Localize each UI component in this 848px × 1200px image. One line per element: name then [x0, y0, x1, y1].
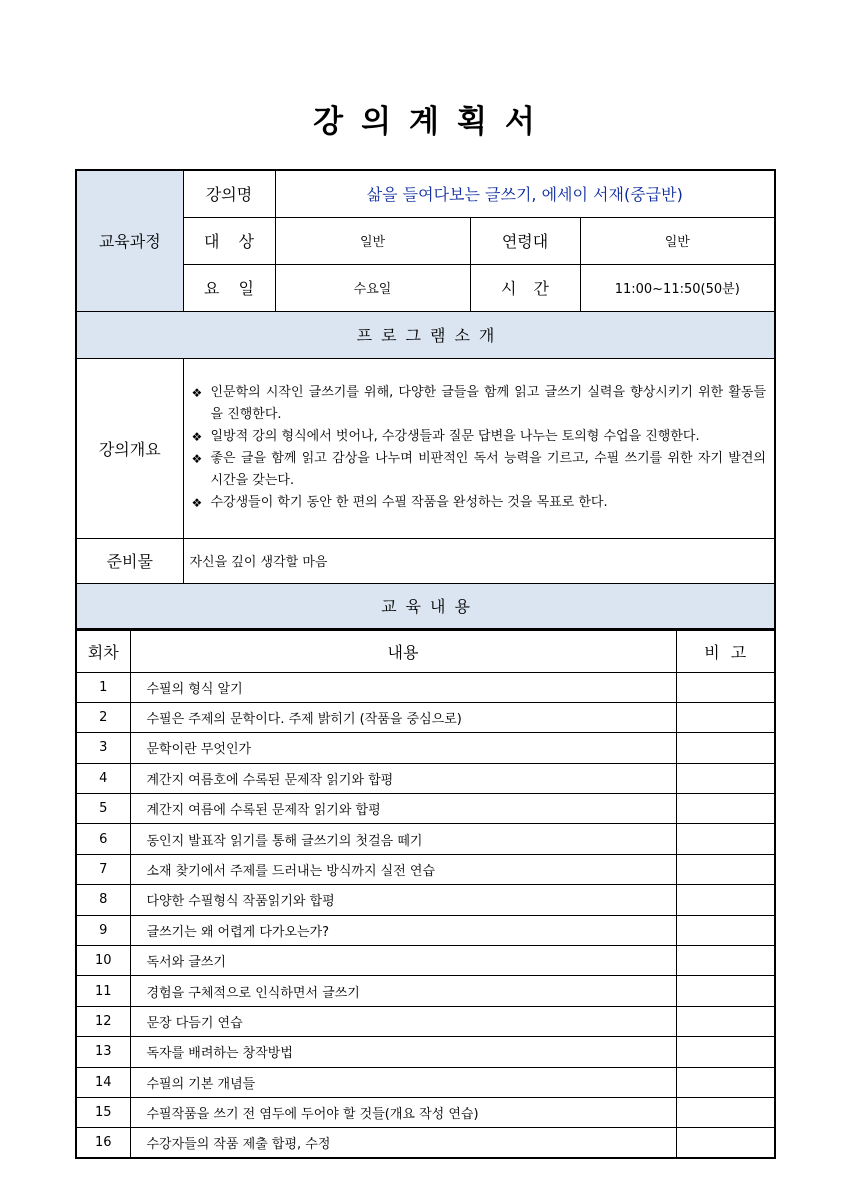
session-note	[676, 824, 775, 854]
materials-label: 준비물	[76, 538, 183, 583]
education-course-label: 교육과정	[76, 170, 183, 311]
session-number: 13	[76, 1037, 130, 1067]
session-note	[676, 763, 775, 793]
session-number: 15	[76, 1097, 130, 1127]
session-number: 16	[76, 1128, 130, 1158]
session-note	[676, 702, 775, 732]
session-note	[676, 885, 775, 915]
session-header: 회차	[76, 630, 130, 672]
diamond-bullet-icon: ❖	[191, 386, 203, 400]
schedule-body	[76, 672, 775, 1158]
course-info-table	[75, 169, 776, 630]
session-number: 9	[76, 915, 130, 945]
table-row	[76, 946, 775, 976]
overview-list	[184, 376, 775, 520]
overview-item-text: 인문학의 시작인 글쓰기를 위해, 다양한 글들을 함께 읽고 글쓰기 실력을 향상시키기 위한 활동들을 진행한다.	[210, 385, 766, 422]
table-row	[76, 885, 775, 915]
table-row	[76, 702, 775, 732]
overview-item-text: 일방적 강의 형식에서 벗어나, 수강생들과 질문 답변을 나누는 토의형 수업을 진행한다.	[210, 429, 700, 444]
table-row	[76, 854, 775, 884]
table-row	[76, 1067, 775, 1097]
session-number: 11	[76, 976, 130, 1006]
table-row	[76, 1037, 775, 1067]
session-number: 1	[76, 672, 130, 702]
table-row	[76, 794, 775, 824]
overview-item	[192, 448, 767, 492]
age-label: 연령대	[470, 217, 580, 264]
time-value: 11:00~11:50(50분)	[580, 264, 775, 311]
session-number: 6	[76, 824, 130, 854]
diamond-bullet-icon: ❖	[191, 430, 203, 444]
course-name-value: 삶을 들여다보는 글쓰기, 에세이 서재(중급반)	[275, 170, 775, 217]
session-content: 문학이란 무엇인가	[130, 733, 676, 763]
session-number: 2	[76, 702, 130, 732]
education-content-heading: 교육내용	[76, 583, 775, 629]
session-note	[676, 946, 775, 976]
table-row	[76, 733, 775, 763]
session-note	[676, 854, 775, 884]
program-intro-heading: 프로그램소개	[76, 311, 775, 358]
day-value: 수요일	[275, 264, 470, 311]
session-content: 수필의 기본 개념들	[130, 1067, 676, 1097]
table-row	[76, 672, 775, 702]
overview-label: 강의개요	[76, 358, 183, 538]
session-number: 14	[76, 1067, 130, 1097]
session-content: 계간지 여름호에 수록된 문제작 읽기와 합평	[130, 763, 676, 793]
table-row	[76, 915, 775, 945]
session-content: 독자를 배려하는 창작방법	[130, 1037, 676, 1067]
table-row	[76, 1128, 775, 1158]
overview-item	[192, 382, 767, 426]
session-content: 글쓰기는 왜 어렵게 다가오는가?	[130, 915, 676, 945]
session-note	[676, 1037, 775, 1067]
time-label: 시 간	[470, 264, 580, 311]
table-row	[76, 763, 775, 793]
course-name-label: 강의명	[183, 170, 275, 217]
day-label: 요 일	[183, 264, 275, 311]
session-content: 수필의 형식 알기	[130, 672, 676, 702]
session-content: 동인지 발표작 읽기를 통해 글쓰기의 첫걸음 떼기	[130, 824, 676, 854]
table-row	[76, 976, 775, 1006]
age-value: 일반	[580, 217, 775, 264]
session-content: 문장 다듬기 연습	[130, 1006, 676, 1036]
session-content: 수필은 주제의 문학이다. 주제 밝히기 (작품을 중심으로)	[130, 702, 676, 732]
content-header: 내용	[130, 630, 676, 672]
session-number: 12	[76, 1006, 130, 1036]
session-content: 계간지 여름에 수록된 문제작 읽기와 합평	[130, 794, 676, 824]
target-label: 대 상	[183, 217, 275, 264]
session-note	[676, 915, 775, 945]
session-number: 4	[76, 763, 130, 793]
schedule-table	[75, 629, 776, 1159]
overview-item-text: 수강생들이 학기 동안 한 편의 수필 작품을 완성하는 것을 목표로 한다.	[210, 495, 608, 510]
session-content: 수강자들의 작품 제출 합평, 수정	[130, 1128, 676, 1158]
session-note	[676, 1006, 775, 1036]
session-note	[676, 976, 775, 1006]
table-row	[76, 1097, 775, 1127]
session-number: 5	[76, 794, 130, 824]
table-row	[76, 824, 775, 854]
session-note	[676, 794, 775, 824]
session-content: 경험을 구체적으로 인식하면서 글쓰기	[130, 976, 676, 1006]
session-number: 3	[76, 733, 130, 763]
overview-item	[192, 492, 767, 514]
diamond-bullet-icon: ❖	[191, 452, 203, 466]
session-note	[676, 1067, 775, 1097]
session-note	[676, 672, 775, 702]
overview-item-text: 좋은 글을 함께 읽고 감상을 나누며 비판적인 독서 능력을 기르고, 수필 쓰기를 위한 자기 발견의 시간을 갖는다.	[210, 451, 766, 488]
session-note	[676, 1097, 775, 1127]
diamond-bullet-icon: ❖	[191, 496, 203, 510]
session-note	[676, 1128, 775, 1158]
session-content: 소재 찾기에서 주제를 드러내는 방식까지 실전 연습	[130, 854, 676, 884]
page-title: 강의계획서	[313, 104, 553, 140]
session-content: 수필작품을 쓰기 전 염두에 두어야 할 것들(개요 작성 연습)	[130, 1097, 676, 1127]
session-content: 다양한 수필형식 작품읽기와 합평	[130, 885, 676, 915]
materials-value: 자신을 깊이 생각할 마음	[183, 538, 775, 583]
session-number: 7	[76, 854, 130, 884]
table-row	[76, 1006, 775, 1036]
note-header: 비 고	[676, 630, 775, 672]
session-number: 8	[76, 885, 130, 915]
session-number: 10	[76, 946, 130, 976]
overview-item	[192, 426, 767, 448]
session-note	[676, 733, 775, 763]
overview-content	[183, 358, 775, 538]
target-value: 일반	[275, 217, 470, 264]
session-content: 독서와 글쓰기	[130, 946, 676, 976]
